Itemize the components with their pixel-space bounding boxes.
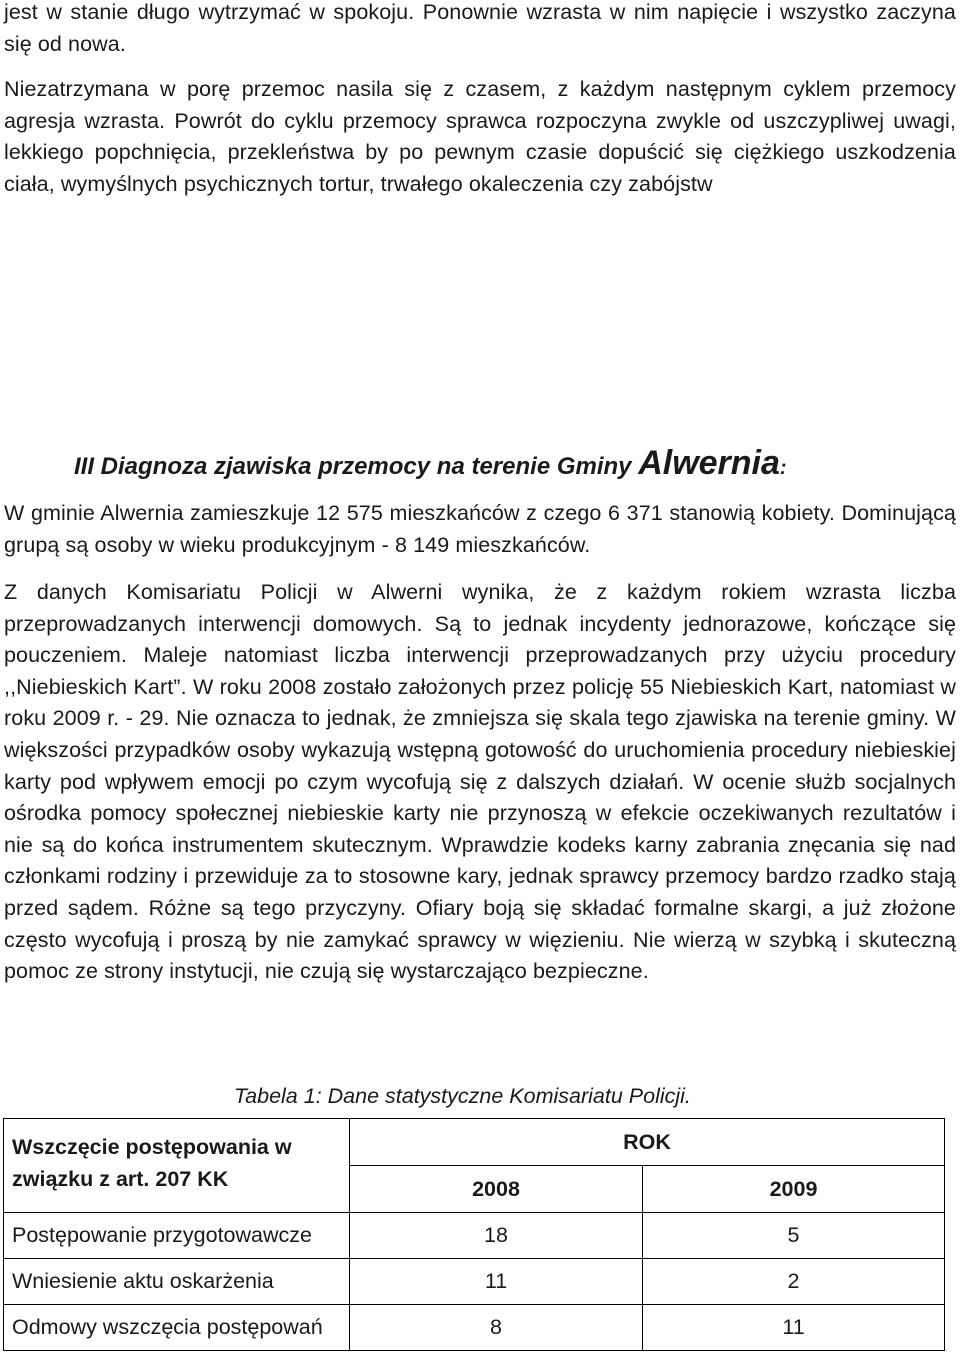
table-header-year-2009: 2009 [643,1166,945,1213]
section-heading [74,443,787,488]
table-row [4,1213,945,1259]
row-label: Wniesienie aktu oskarżenia [4,1259,350,1305]
paragraph-cycle-end: jest w stanie długo wytrzymać w spokoju. Ponownie wzrasta w nim napięcie i wszystko zaczyna się od nowa. [4,0,956,56]
table-caption: Tabela 1: Dane statystyczne Komisariatu Policji. [234,1084,691,1108]
police-statistics-table [3,1118,945,1351]
table-row [4,1259,945,1305]
row-label: Postępowanie przygotowawcze [4,1213,350,1259]
paragraph-violence-escalation: Niezatrzymana w porę przemoc nasila się z czasem, z każdym następnym cyklem przemocy agresja wzrasta. Powrót do cyklu przemocy sprawca rozpoczyna zwykle od uszczypliwej uwagi, lekkiego popchnięcia, przekleństwa by po pewnym czasie dopuścić się ciężkiego uszkodzenia ciała, wymyślnych psychicznych tortur, trwałego okaleczenia czy zabójstw [4,77,956,196]
paragraph-police-data: Z danych Komisariatu Policji w Alwerni wynika, że z każdym rokiem wzrasta liczba przeprowadzanych interwencji domowych. Są to jednak incydenty jednorazowe, kończące się pouczeniem. Maleje natomiast liczba interwencji przeprowadzanych przy użyciu procedury ,,Niebieskich Kart”. W roku 2008 zostało założonych przez policję 55 Niebieskich Kart, natomiast w roku 2009 r. - 29. Nie oznacza to jednak, że zmniejsza się skala tego zjawiska na terenie gminy. W większości przypadków osoby wykazują wstępną gotowość do uruchomienia procedury niebieskiej karty pod wpływem emocji po czym wycofują się z dalszych działań. W ocenie służb socjalnych ośrodka pomocy społecznej niebieskie karty nie przynoszą w efekcie oczekiwanych rezultatów i nie są do końca instrumentem skutecznym. Wprawdzie kodeks karny zabrania znęcania się nad członkami rodziny i przewiduje za to stosowne kary, jednak sprawcy przemocy bardzo rzadko stają przed sądem. Różne są tego przyczyny. Ofiary boją się składać formalne skargi, a już złożone często wycofują i proszą by nie zamykać sprawcy w więzieniu. Nie wierzą w szybką i skuteczną pomoc ze strony instytucji, nie czują się wystarczająco bezpieczne. [4,580,956,984]
row-value-2009: 11 [643,1305,945,1351]
row-value-2008: 18 [350,1213,643,1259]
heading-suffix: : [779,457,787,479]
row-value-2008: 8 [350,1305,643,1351]
row-value-2008: 11 [350,1259,643,1305]
table-header-row [4,1119,945,1166]
table-header-main: Wszczęcie postępowania w związku z art. 207 KK [4,1119,350,1213]
row-value-2009: 5 [643,1213,945,1259]
heading-prefix: III Diagnoza zjawiska przemocy na terenie Gminy [74,453,639,480]
table-header-year-group: ROK [350,1119,945,1166]
paragraph-population: W gminie Alwernia zamieszkuje 12 575 mieszkańców z czego 6 371 stanowią kobiety. Dominującą grupą są osoby w wieku produkcyjnym - 8 149 mieszkańców. [4,501,956,557]
table-row [4,1305,945,1351]
row-value-2009: 2 [643,1259,945,1305]
table-header-year-2008: 2008 [350,1166,643,1213]
heading-emphasis: Alwernia [638,444,780,482]
row-label: Odmowy wszczęcia postępowań [4,1305,350,1351]
